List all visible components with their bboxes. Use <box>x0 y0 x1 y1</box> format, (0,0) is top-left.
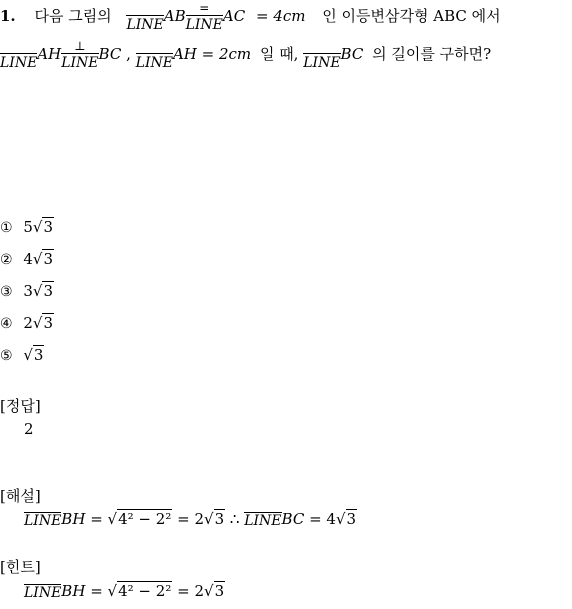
choice-marker: ② <box>0 252 13 268</box>
explanation-heading: [해설] <box>0 487 41 505</box>
line-segment-ac: $\frac{=}{\text{LINE}}$ <box>185 1 223 33</box>
segment-name-bh: BH <box>61 510 86 528</box>
line-segment-ab: LINE <box>126 17 164 33</box>
segment-name-ah: AH <box>37 45 62 63</box>
equals-value: = 2 <box>177 510 204 528</box>
length-value-2cm: = 2cm <box>201 45 252 63</box>
sqrt-symbol: √3 <box>32 218 53 236</box>
question-line-1 <box>0 2 501 32</box>
choice-marker: ① <box>0 220 13 236</box>
line-segment-bc-3: LINE <box>244 513 282 529</box>
hint-formula <box>24 582 225 600</box>
problem-text-c: 의 길이를 구하면? <box>372 45 492 63</box>
segment-name-bc: BC <box>98 45 122 63</box>
choice-4 <box>0 314 54 332</box>
question-line-2 <box>0 40 491 70</box>
choice-2 <box>0 250 54 268</box>
answer-heading: [정답] <box>0 397 41 415</box>
comma: , <box>126 45 131 63</box>
sqrt-symbol: √3 <box>23 346 44 364</box>
sqrt-symbol: √3 <box>32 250 53 268</box>
sqrt-symbol: √3 <box>335 510 357 528</box>
sqrt-symbol: √3 <box>204 510 225 528</box>
segment-name-bc-3: BC <box>281 510 305 528</box>
sqrt-symbol: √4² − 2² <box>107 582 172 600</box>
problem-text-a: 인 이등변삼각형 ABC 에서 <box>322 7 501 25</box>
choice-1 <box>0 218 54 236</box>
line-segment-ah: LINE <box>0 55 38 71</box>
answer-value: 2 <box>24 420 34 438</box>
segment-name-bh-hint: BH <box>61 582 86 600</box>
sqrt-symbol: √3 <box>32 282 53 300</box>
choice-coef: 4 <box>23 250 33 268</box>
segment-name-ac: AC <box>222 7 246 25</box>
sqrt-symbol: √3 <box>204 582 225 600</box>
choice-coef: 3 <box>23 282 33 300</box>
length-value-4cm: = 4cm <box>256 7 306 25</box>
choice-coef: 2 <box>23 314 33 332</box>
hint-heading: [힌트] <box>0 558 41 576</box>
equals-symbol: = <box>199 1 210 15</box>
equals-sign: = <box>90 510 103 528</box>
problem-intro: 다음 그림의 <box>34 7 112 25</box>
line-segment-bh-hint: LINE <box>24 585 62 601</box>
line-segment-bh: LINE <box>24 513 62 529</box>
equals-value: = 4 <box>309 510 336 528</box>
therefore-symbol: ∴ <box>229 510 240 528</box>
equals-sign: = <box>90 582 103 600</box>
line-segment-ah-2: LINE <box>135 55 173 71</box>
explanation-formula <box>24 510 357 528</box>
perpendicular-symbol: ⊥ <box>74 39 86 53</box>
choice-coef: 5 <box>23 218 33 236</box>
choice-marker: ③ <box>0 284 13 300</box>
choice-5 <box>0 346 44 364</box>
sqrt-symbol: √4² − 2² <box>107 510 172 528</box>
equals-value: = 2 <box>177 582 204 600</box>
segment-name-bc-2: BC <box>340 45 364 63</box>
problem-text-b: 일 때, <box>259 45 299 63</box>
segment-name-ah-2: AH <box>172 45 197 63</box>
sqrt-symbol: √3 <box>32 314 53 332</box>
line-segment-bc-2: LINE <box>303 55 341 71</box>
problem-number: 1. <box>0 7 16 25</box>
segment-name-ab: AB <box>163 7 186 25</box>
choice-marker: ④ <box>0 316 13 332</box>
line-segment-bc: $\frac{\perp}{\text{LINE}}$ <box>61 39 99 71</box>
choice-3 <box>0 282 54 300</box>
choice-marker: ⑤ <box>0 348 13 364</box>
